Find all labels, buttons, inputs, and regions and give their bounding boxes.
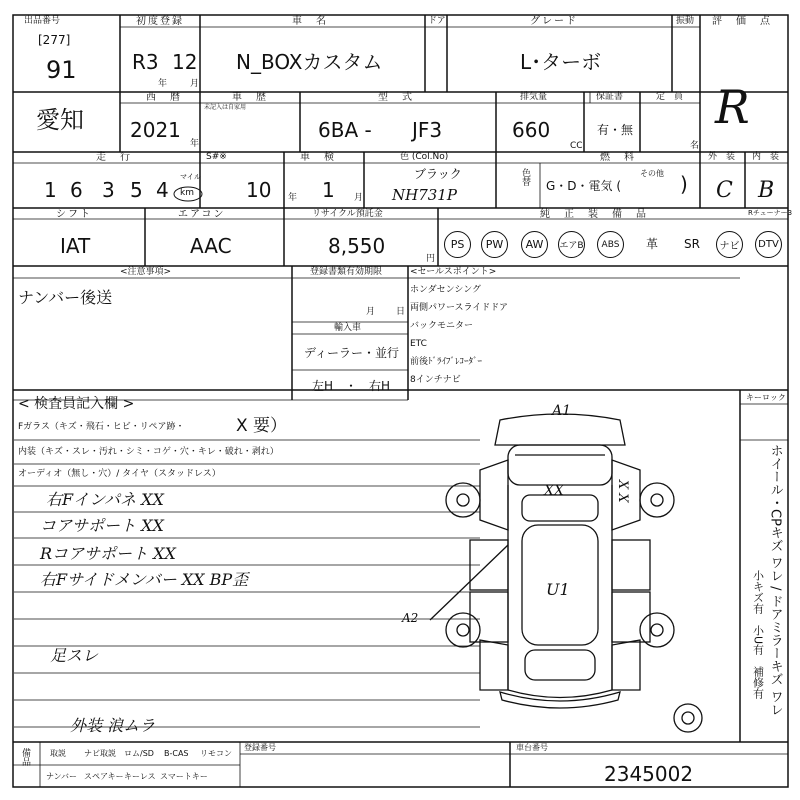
glass-mark: X 要）: [236, 416, 288, 436]
shift-header: シフト: [56, 209, 92, 220]
lot-prefix: [277]: [38, 33, 71, 47]
era-header: 西 暦: [146, 92, 182, 103]
sno-header: S#※: [206, 152, 227, 162]
sales-point-3: バックモニター: [410, 321, 474, 331]
displacement-value: 660: [512, 118, 551, 142]
mark-a1: A1: [552, 403, 572, 419]
acc-bcas: B-CAS: [164, 749, 189, 758]
recycle-unit: 円: [426, 254, 436, 264]
sales-point-4: ETC: [410, 339, 427, 349]
serial-header: 車台番号: [516, 743, 548, 752]
mileage-digit-1: 1: [44, 178, 57, 202]
color-change-label: 色替: [520, 168, 530, 186]
hand-note-1: 右Fインパネ XX: [46, 490, 164, 509]
color-name: ブラック: [414, 167, 462, 181]
notes-header: <注意事項>: [120, 267, 172, 277]
equipment-header: 純 正 装 備 品: [540, 209, 648, 220]
serial-number: 2345002: [604, 762, 694, 786]
sales-point-5: 前後ﾄﾞﾗｲﾌﾞﾚｺｰﾀﾞｰ: [410, 357, 483, 367]
glass-row: Fガラス（キズ・飛石・ヒビ・リペア跡・: [18, 422, 185, 432]
era-year: R3: [132, 50, 159, 74]
exterior-header: 外 装: [708, 152, 736, 162]
mileage-digit-3: 3: [102, 178, 115, 202]
equip-pw: PW: [481, 231, 508, 258]
inspection-month-unit: 月: [354, 193, 364, 203]
grade-value: L･ターボ: [520, 50, 602, 74]
month-suffix: 月: [190, 79, 200, 89]
model-prefix: 6BA -: [318, 118, 372, 142]
equip-navi: ナビ: [716, 231, 743, 258]
equip-aw: AW: [521, 231, 548, 258]
score-header: 評 価 点: [712, 16, 772, 27]
reg-no-header: 登録番号: [244, 743, 276, 752]
equip-leather: 革: [646, 237, 659, 251]
color-header: 色 (Col.No): [400, 152, 449, 162]
audio-row: オーディオ（無し・穴）/ タイヤ（スタッドレス）: [18, 469, 221, 479]
equip-ps: PS: [444, 231, 471, 258]
mileage-mile-label: マイル: [180, 173, 201, 181]
equip-dtv: DTV: [755, 231, 782, 258]
mileage-digit-4: 5: [130, 178, 143, 202]
color-code: NH731P: [392, 186, 457, 204]
body-note: 未記入は自家用: [204, 104, 247, 111]
fuel-header: 燃 料: [600, 152, 636, 163]
steering-value: 左H ・ 右H: [312, 379, 391, 393]
fuel-other: その他: [640, 169, 664, 178]
recycle-value: 8,550: [328, 234, 386, 258]
tuner-header: Rチューナー3: [748, 209, 793, 217]
inspection-month: 1: [322, 178, 335, 202]
grade-header: グレード: [530, 16, 578, 27]
lot-number: 91: [46, 56, 77, 84]
score-value: R: [715, 80, 750, 134]
mileage-digit-2: 6: [70, 178, 83, 202]
first-reg-header: 初度登録: [136, 16, 184, 27]
warranty-value: 有・無: [597, 123, 634, 137]
year-suffix-2: 年: [190, 139, 200, 149]
warranty-header: 保証書: [596, 92, 624, 102]
accessories-label: 備品: [20, 748, 30, 766]
import-header: 輸入車: [334, 323, 362, 333]
displacement-header: 排気量: [520, 92, 548, 102]
model-code: JF3: [412, 118, 443, 142]
fuel-close: ): [680, 172, 688, 196]
acc-remote: リモコン: [200, 749, 232, 758]
car-diagram: [430, 414, 702, 732]
acc-rom: ロム/SD: [124, 749, 154, 758]
interior-header: 内 装: [752, 152, 780, 162]
sales-header: <セールスポイント>: [410, 267, 497, 277]
acc-navi-manual: ナビ取説: [84, 749, 116, 758]
lot-header: 出品番号: [24, 16, 61, 26]
interior-grade: B: [758, 178, 775, 203]
inspection-year-unit: 年: [288, 193, 298, 203]
dealer-value: ディーラー・並行: [304, 346, 400, 360]
equip-sr: SR: [684, 237, 700, 251]
equip-abs: ABS: [597, 231, 624, 258]
capacity-header: 定 員: [656, 92, 684, 102]
capacity-unit: 名: [690, 141, 700, 151]
key-lock-header: キーロック: [746, 393, 786, 402]
mileage-km-label: km: [180, 188, 194, 198]
recycle-header: リサイクル預託金: [312, 209, 383, 219]
acc-keyless: キーレス: [124, 772, 156, 781]
exterior-grade: C: [716, 178, 733, 203]
year-suffix: 年: [158, 79, 168, 89]
inspector-header: < 検査員記入欄 >: [18, 396, 135, 412]
model-header: 型 式: [378, 92, 414, 103]
hand-note-6: 外装 浪ムラ: [70, 716, 156, 735]
shift-no-header: 振動: [676, 16, 695, 26]
car-name: N_BOXカスタム: [236, 50, 383, 74]
acc-number: ナンバー: [46, 772, 78, 781]
body-header: 車 歴: [232, 92, 268, 103]
acc-smart-key: スマートキー: [160, 772, 208, 781]
interior-row: 内装（キズ・スレ・汚れ・シミ・コゲ・穴・キレ・破れ・剥れ）: [18, 447, 279, 457]
sales-point-2: 両側パワースライドドア: [410, 303, 509, 313]
reg-doc-month: 月: [366, 307, 376, 317]
mark-u1: U1: [546, 580, 570, 599]
side-note-status: 小キズ有 小U有 補修有: [751, 570, 765, 700]
prefecture: 愛知: [36, 106, 84, 134]
notes-text: ナンバー後送: [18, 288, 113, 307]
equip-airbag: エアB: [558, 231, 585, 258]
fuel-value: G・D・電気 (: [546, 179, 622, 193]
reg-doc-day: 日: [396, 307, 406, 317]
door-header: ドア: [428, 16, 446, 26]
mileage-header: 走 行: [96, 152, 132, 163]
inspection-year: 10: [246, 178, 272, 202]
mark-xx-side: X X: [615, 480, 630, 503]
reg-month: 12: [172, 50, 198, 74]
side-note-damage: ホイール・CPキズ ワレ / ドアミラーキズ ワレ: [767, 444, 783, 716]
hand-note-5: 足スレ: [50, 646, 99, 665]
mark-xx-front: XX: [544, 483, 564, 499]
cc-unit: CC: [570, 141, 583, 151]
acc-spare-key: スペアキー: [84, 772, 124, 781]
western-year: 2021: [130, 118, 181, 142]
reg-doc-header: 登録書類有効期限: [310, 267, 383, 277]
inspection-header: 車 検: [300, 152, 336, 163]
aircon-value: AAC: [190, 234, 232, 258]
sales-point-6: 8インチナビ: [410, 375, 461, 385]
aircon-header: エアコン: [178, 209, 226, 220]
shift-value: IAT: [60, 234, 91, 258]
mileage-digit-5: 4: [156, 178, 169, 202]
acc-manual: 取説: [50, 749, 66, 758]
mark-a2: A2: [402, 611, 419, 625]
hand-note-2: コアサポート XX: [40, 516, 164, 535]
sales-point-1: ホンダセンシング: [410, 285, 482, 295]
car-name-header: 車 名: [292, 16, 328, 27]
hand-note-4: 右Fサイドメンバー XX BP歪: [40, 570, 249, 589]
hand-note-3: Rコアサポート XX: [40, 544, 176, 563]
